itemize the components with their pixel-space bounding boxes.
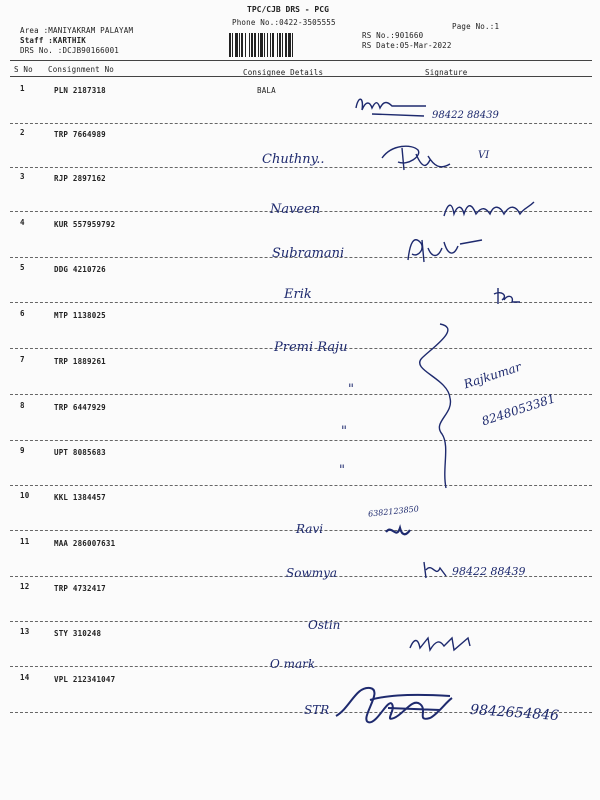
row-consignment-no: MTP 1138025	[54, 311, 106, 320]
row-separator	[10, 167, 592, 168]
barcode-bar	[272, 33, 274, 57]
row-consignment-no: TRP 1889261	[54, 357, 106, 366]
col-header-signature: Signature	[425, 68, 468, 77]
handwritten-name-r3: Naveen	[270, 202, 321, 217]
col-header-sno: S No	[14, 65, 33, 74]
bracket-note: Rajkumar	[462, 359, 523, 392]
row-consignment-no: UPT 8085683	[54, 448, 106, 457]
rs-date: RS Date:05-Mar-2022	[362, 41, 452, 50]
staff-field: Staff :KARTHIK	[20, 36, 87, 45]
col-header-consignment: Consignment No	[48, 65, 115, 74]
row-sno: 2	[20, 128, 25, 137]
row-consignment-no: RJP 2897162	[54, 174, 106, 183]
signature-r5	[492, 284, 524, 308]
row-sno: 14	[20, 673, 30, 682]
signature-r4	[404, 232, 486, 266]
handwritten-name-r10: Ravi	[296, 522, 324, 536]
barcode-bar	[229, 33, 231, 57]
handwritten-name-r2: Chuthny..	[262, 152, 325, 167]
barcode-bar	[282, 33, 283, 57]
bracket-phone: 8248053381	[480, 391, 557, 429]
row-sno: 4	[20, 218, 25, 227]
barcode-bar	[260, 33, 263, 57]
handwritten-phone-r10: 6382123850	[367, 504, 420, 519]
row-consignment-no: KUR 557959792	[54, 220, 116, 229]
row-sno: 5	[20, 263, 25, 272]
ditto-r7: "	[348, 382, 354, 397]
handwritten-name-r12: Ostin	[308, 618, 341, 632]
signature-r2	[378, 140, 458, 176]
barcode-bar	[235, 33, 238, 57]
signature-r13	[408, 632, 478, 656]
barcode-bar	[245, 33, 246, 57]
rs-number: RS No.:901660	[362, 31, 424, 40]
col-header-consignee: Consignee Details	[243, 68, 324, 77]
bracket-brace	[402, 318, 472, 498]
row-consignment-no: DDG 4210726	[54, 265, 106, 274]
handwritten-phone-r11: 98422 88439	[452, 565, 526, 578]
row-sno: 1	[20, 84, 25, 93]
handwritten-name-r5: Erik	[284, 287, 312, 302]
barcode-bar	[241, 33, 243, 57]
phone-number: Phone No.:0422-3505555	[232, 18, 336, 27]
barcode-bar	[270, 33, 271, 57]
barcode-bar	[258, 33, 259, 57]
header-rule-bottom	[10, 76, 592, 77]
handwritten-name-r14: STR	[304, 703, 330, 717]
row-separator	[10, 440, 592, 441]
row-separator	[10, 394, 592, 395]
barcode-bar	[277, 33, 278, 57]
row-separator	[10, 485, 592, 486]
row-sno: 11	[20, 537, 30, 546]
barcode-bar	[239, 33, 240, 57]
barcode-bar	[279, 33, 281, 57]
handwritten-mark-r2: VI	[478, 150, 490, 161]
document-title: TPC/CJB DRS - PCG	[247, 5, 329, 14]
handwritten-name-r13: O mark	[270, 657, 316, 671]
row-sno: 9	[20, 446, 25, 455]
row-separator	[10, 621, 592, 622]
barcode-bar	[232, 33, 233, 57]
signature-r11	[420, 558, 448, 582]
row-consignment-no: PLN 2187318	[54, 86, 106, 95]
row-separator	[10, 123, 592, 124]
row-consignment-no: TRP 7664989	[54, 130, 106, 139]
area-field: Area :MANIYAKRAM PALAYAM	[20, 26, 134, 35]
barcode-bar	[251, 33, 253, 57]
row-sno: 3	[20, 172, 25, 181]
row-consignee-print: BALA	[257, 86, 276, 95]
drs-number: DRS No. :DCJB90166001	[20, 46, 120, 55]
row-consignment-no: MAA 286007631	[54, 539, 116, 548]
row-sno: 6	[20, 309, 25, 318]
ditto-r9: "	[339, 463, 345, 478]
handwritten-name-r4: Subramani	[272, 246, 345, 261]
row-consignment-no: TRP 6447929	[54, 403, 106, 412]
barcode-bar	[285, 33, 287, 57]
row-consignment-no: KKL 1384457	[54, 493, 106, 502]
handwritten-phone-r14: 9842654846	[469, 701, 560, 725]
handwritten-name-r11: Sowmya	[286, 566, 338, 580]
row-sno: 10	[20, 491, 30, 500]
row-consignment-no: STY 310248	[54, 629, 102, 638]
signature-r3	[442, 198, 538, 222]
row-consignment-no: VPL 212341047	[54, 675, 116, 684]
ditto-r8: "	[341, 424, 347, 439]
handwritten-phone-r1: 98422 88439	[432, 110, 499, 121]
barcode-bar	[254, 33, 256, 57]
barcode-bar	[292, 33, 293, 57]
row-sno: 12	[20, 582, 30, 591]
barcode	[229, 33, 354, 57]
row-sno: 7	[20, 355, 25, 364]
row-sno: 8	[20, 401, 25, 410]
header-rule-top	[10, 60, 592, 61]
signature-r10	[384, 522, 412, 542]
row-consignment-no: TRP 4732417	[54, 584, 106, 593]
page-number: Page No.:1	[452, 22, 500, 31]
handwritten-name-r6: Premi Raju	[274, 340, 348, 355]
barcode-bar	[249, 33, 250, 57]
signature-r14	[330, 678, 460, 730]
row-sno: 13	[20, 627, 30, 636]
barcode-bar	[267, 33, 268, 57]
signature-r1	[352, 92, 432, 122]
barcode-bar	[264, 33, 265, 57]
barcode-bar	[288, 33, 291, 57]
